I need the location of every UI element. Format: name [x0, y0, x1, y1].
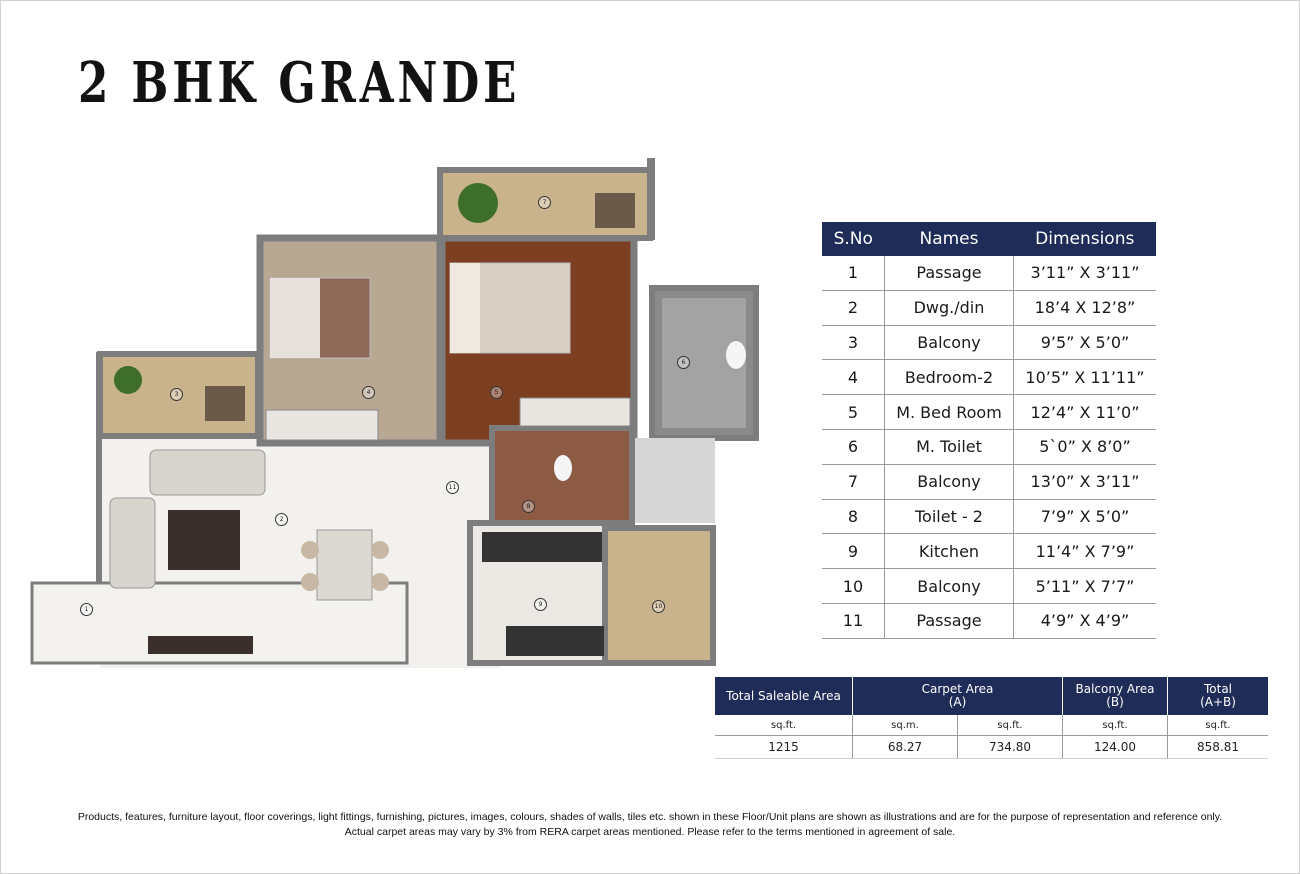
total-label: Total [1203, 682, 1233, 696]
wall-right-top [647, 158, 655, 240]
dimensions-row [822, 290, 1156, 325]
cell-name: Balcony [885, 325, 1014, 360]
cell-name: Bedroom-2 [885, 360, 1014, 395]
cell-name: Toilet - 2 [885, 499, 1014, 534]
cell-sno: 3 [822, 325, 885, 360]
balcony-10-floor [605, 528, 713, 663]
cell-sno: 11 [822, 603, 885, 638]
unit-balcony: sq.ft. [1063, 715, 1168, 736]
area-table [715, 677, 1268, 759]
room-label-9: 9 [534, 598, 547, 611]
kitchen-counter-bottom [506, 626, 604, 656]
header-sno: S.No [822, 222, 885, 256]
cell-sno: 1 [822, 256, 885, 290]
dimensions-row [822, 395, 1156, 430]
floor-plan [30, 158, 760, 670]
wc-2 [554, 455, 572, 481]
header-balcony-area [1063, 677, 1168, 715]
room-label-4: 4 [362, 386, 375, 399]
utility-floor [635, 438, 715, 523]
header-carpet-area [853, 677, 1063, 715]
cell-dimension: 9’5” X 5’0” [1014, 325, 1157, 360]
dimensions-table [822, 222, 1156, 639]
cell-dimension: 11’4” X 7’9” [1014, 534, 1157, 569]
unit-total: sq.ft. [1168, 715, 1269, 736]
unit-total-saleable: sq.ft. [715, 715, 853, 736]
wardrobe-2 [266, 410, 378, 440]
cell-dimension: 3’11” X 3’11” [1014, 256, 1157, 290]
cell-dimension: 4’9” X 4’9” [1014, 603, 1157, 638]
cell-dimension: 13’0” X 3’11” [1014, 464, 1157, 499]
floor-plan-drawing [30, 158, 760, 670]
cell-name: Dwg./din [885, 290, 1014, 325]
dimensions-row [822, 603, 1156, 638]
value-total-saleable: 1215 [715, 736, 853, 759]
cell-sno: 4 [822, 360, 885, 395]
dimensions-row [822, 256, 1156, 290]
balcony-area-sub: (B) [1106, 695, 1124, 709]
cell-sno: 10 [822, 569, 885, 604]
dining-table [317, 530, 372, 600]
sofa [150, 450, 265, 495]
cell-name: Passage [885, 603, 1014, 638]
unit-carpet-sqm: sq.m. [853, 715, 958, 736]
cell-sno: 8 [822, 499, 885, 534]
cell-sno: 2 [822, 290, 885, 325]
value-carpet-sqm: 68.27 [853, 736, 958, 759]
room-label-10: 10 [652, 600, 665, 613]
chair-3 [205, 386, 245, 421]
wc-master [726, 341, 746, 369]
dimensions-header-row [822, 222, 1156, 256]
dimensions-row [822, 464, 1156, 499]
area-header-row [715, 677, 1268, 715]
kitchen-counter-top [482, 532, 602, 562]
room-label-7: 7 [538, 196, 551, 209]
cell-dimension: 5’11” X 7’7” [1014, 569, 1157, 604]
cell-name: M. Toilet [885, 429, 1014, 464]
cell-name: Passage [885, 256, 1014, 290]
room-label-3: 3 [170, 388, 183, 401]
disclaimer-line-1: Products, features, furniture layout, floor coverings, light fittings, furnishing, pictures, images, colours, shades of walls, tiles etc. shown in these Floor/Unit plans are shown as illustrations and are for the purpose of representation and reference only. [77, 811, 1223, 823]
cell-name: Balcony [885, 569, 1014, 604]
plant-7 [458, 183, 498, 223]
cell-dimension: 7’9” X 5’0” [1014, 499, 1157, 534]
cell-dimension: 18’4 X 12’8” [1014, 290, 1157, 325]
plant-3 [114, 366, 142, 394]
cell-name: Kitchen [885, 534, 1014, 569]
value-carpet-sqft: 734.80 [958, 736, 1063, 759]
bed-2-pillows [270, 278, 320, 358]
dimensions-row [822, 360, 1156, 395]
cell-sno: 7 [822, 464, 885, 499]
header-total [1168, 677, 1269, 715]
cell-sno: 9 [822, 534, 885, 569]
page-title: 2 BHK GRANDE [78, 50, 521, 116]
value-total: 858.81 [1168, 736, 1269, 759]
dimensions-row [822, 499, 1156, 534]
value-balcony: 124.00 [1063, 736, 1168, 759]
header-names: Names [885, 222, 1014, 256]
unit-carpet-sqft: sq.ft. [958, 715, 1063, 736]
cell-name: M. Bed Room [885, 395, 1014, 430]
room-label-5: 5 [490, 386, 503, 399]
room-label-1: 1 [80, 603, 93, 616]
header-total-saleable [715, 677, 853, 715]
room-label-2: 2 [275, 513, 288, 526]
area-values-row [715, 736, 1268, 759]
cell-sno: 5 [822, 395, 885, 430]
room-label-8: 8 [522, 500, 535, 513]
sofa-side [110, 498, 155, 588]
chair-7 [595, 193, 635, 228]
carpet-area-sub: (A) [948, 695, 967, 709]
cell-sno: 6 [822, 429, 885, 464]
total-saleable-label: Total Saleable Area [726, 688, 841, 703]
cell-name: Balcony [885, 464, 1014, 499]
balcony-area-label: Balcony Area [1075, 682, 1155, 696]
room-label-6: 6 [677, 356, 690, 369]
cell-dimension: 10’5” X 11’11” [1014, 360, 1157, 395]
wardrobe-master [520, 398, 630, 426]
room-label-11: 11 [446, 481, 459, 494]
dimensions-row [822, 534, 1156, 569]
tv-unit [148, 636, 253, 654]
dimensions-row [822, 325, 1156, 360]
carpet-area-label: Carpet Area [921, 682, 994, 696]
master-bed-pillows [450, 263, 480, 353]
disclaimer-line-2: Actual carpet areas may vary by 3% from RERA carpet areas mentioned. Please refer to the terms mentioned in agreement of sale. [344, 826, 956, 838]
area-units-row [715, 715, 1268, 736]
wall-left-living [96, 352, 102, 582]
dimensions-row [822, 429, 1156, 464]
cell-dimension: 12’4” X 11’0” [1014, 395, 1157, 430]
dimensions-row [822, 569, 1156, 604]
header-dimensions: Dimensions [1014, 222, 1157, 256]
total-sub: (A+B) [1200, 695, 1236, 709]
dimensions-body [822, 256, 1156, 638]
coffee-table [168, 510, 240, 570]
cell-dimension: 5`0” X 8’0” [1014, 429, 1157, 464]
